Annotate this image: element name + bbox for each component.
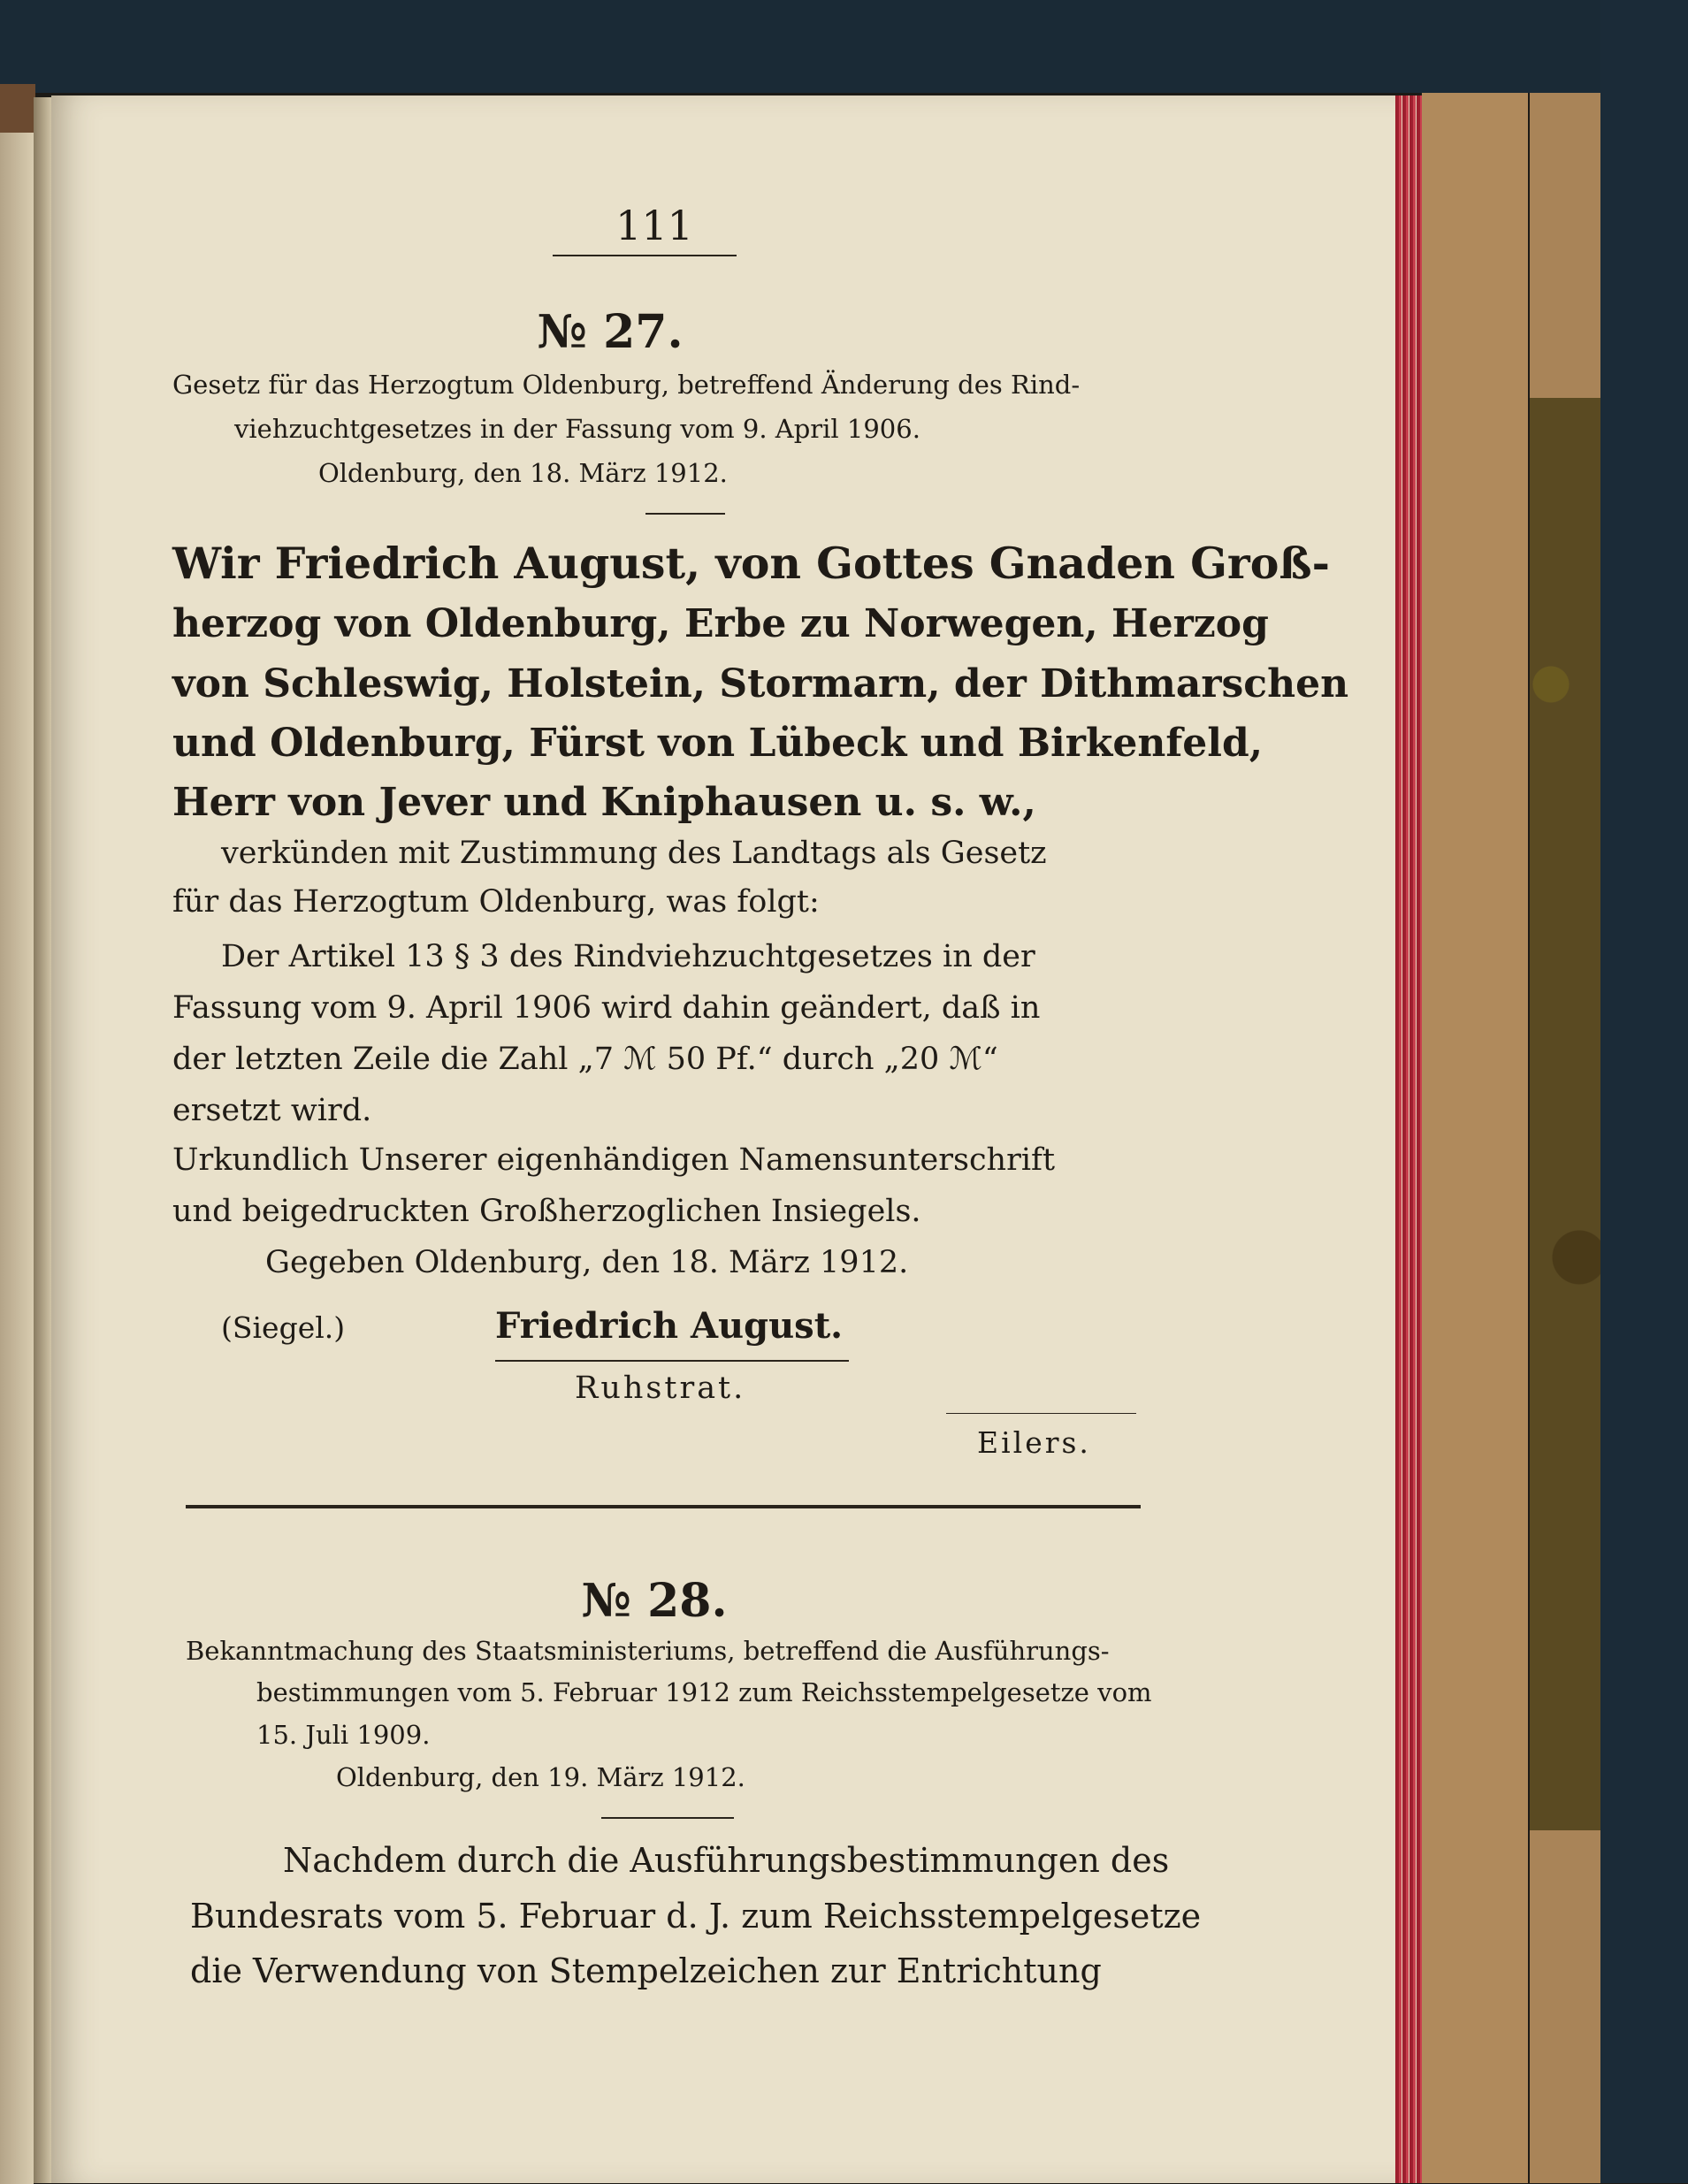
countersignature: Ruhstrat. [575,1371,746,1406]
article-line: Der Artikel 13 § 3 des Rindviehzuchtgesetzes in der [221,939,1035,974]
page-number-rule [553,255,737,256]
attestation-line: Urkundlich Unserer eigenhändigen Namensunterschrift [172,1142,1056,1178]
page-edges [1395,95,1422,2183]
preamble-line: von Schleswig, Holstein, Stormarn, der Dithmarschen [172,661,1349,706]
signature-rule [946,1413,1136,1414]
law-title-line: 15. Juli 1909. [256,1720,431,1750]
article-line: der letzten Zeile die Zahl „7 ℳ 50 Pf.“ durch „20 ℳ“ [172,1042,998,1077]
spine-leather-bottom [1530,1830,1600,2183]
preamble-line: herzog von Oldenburg, Erbe zu Norwegen, Herzog [172,601,1269,646]
seal-note: (Siegel.) [221,1310,346,1345]
section-divider [186,1505,1141,1508]
preamble-line: Wir Friedrich August, von Gottes Gnaden Groß- [172,538,1330,589]
article-line: Fassung vom 9. April 1906 wird dahin geändert, daß in [172,990,1041,1026]
preamble-line: Herr von Jever und Kniphausen u. s. w., [172,780,1036,825]
law-place-date: Oldenburg, den 19. März 1912. [336,1762,745,1792]
signatory: Friedrich August. [495,1305,844,1347]
enactment-line: für das Herzogtum Oldenburg, was folgt: [172,884,820,920]
law-number: № 27. [537,305,684,359]
separator-rule [601,1817,734,1819]
attestation-line: und beigedruckten Großherzoglichen Insiegels. [172,1194,921,1229]
law-number: № 28. [581,1574,728,1628]
spine-leather-top [1530,93,1600,398]
law-title-line: Gesetz für das Herzogtum Oldenburg, betreffend Änderung des Rind- [172,370,1081,400]
law-title-line: viehzuchtgesetzes in der Fassung vom 9. April 1906. [234,414,920,444]
facing-page-edge [0,133,34,2184]
book-gutter [34,97,51,2183]
enactment-line: verkünden mit Zustimmung des Landtags als Gesetz [221,836,1047,871]
background-right [1600,0,1688,2183]
background-top [0,0,1688,93]
signature-rule [495,1360,849,1362]
marbled-cover [1530,398,1600,1830]
law-place-date: Oldenburg, den 18. März 1912. [318,458,728,488]
countersignature: Eilers. [977,1425,1091,1460]
law-title-line: bestimmungen vom 5. Februar 1912 zum Reichsstempelgesetze vom [256,1677,1152,1707]
separator-rule [645,513,725,515]
book-cover-board [1422,93,1528,2183]
body-line: Bundesrats vom 5. Februar d. J. zum Reichsstempelgesetze [190,1897,1202,1936]
given-date: Gegeben Oldenburg, den 18. März 1912. [265,1245,909,1280]
preamble-line: und Oldenburg, Fürst von Lübeck und Birkenfeld, [172,721,1264,766]
body-line: die Verwendung von Stempelzeichen zur Entrichtung [190,1951,1102,1990]
page-number: 111 [615,202,693,249]
article-line: ersetzt wird. [172,1093,372,1128]
body-line: Nachdem durch die Ausführungsbestimmungen des [283,1841,1170,1880]
book-cover-left [0,84,35,137]
law-title-line: Bekanntmachung des Staatsministeriums, betreffend die Ausführungs- [186,1636,1110,1666]
